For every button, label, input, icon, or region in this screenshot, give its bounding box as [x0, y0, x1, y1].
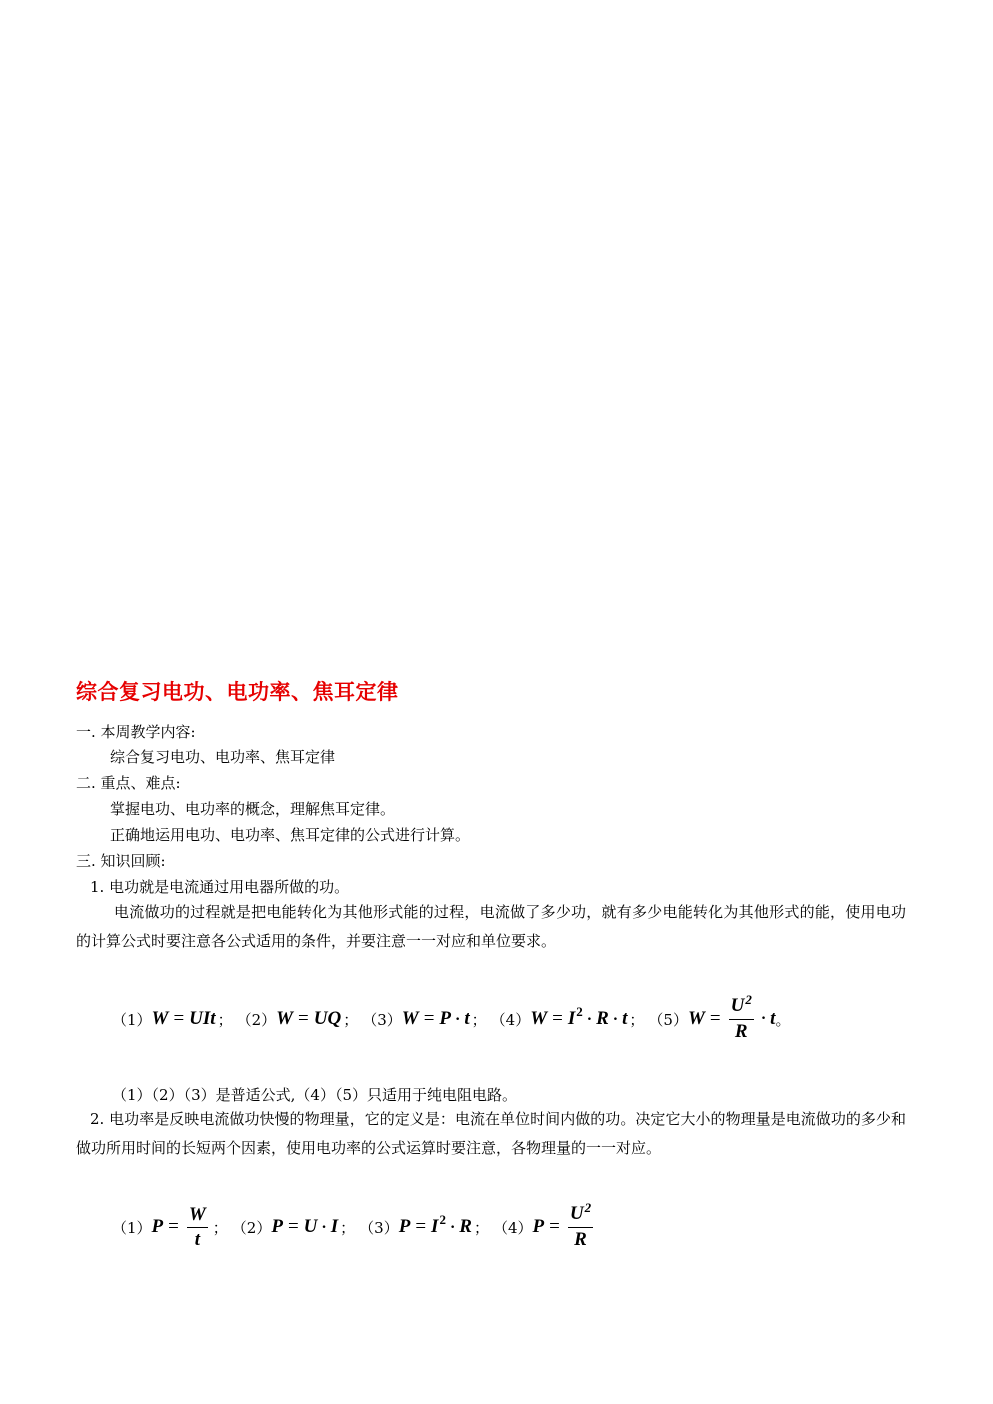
work-formula-2: W = UQ: [276, 1008, 342, 1029]
work-formula-1: W = UIt: [151, 1008, 216, 1029]
section-2-heading: 二. 重点、难点:: [76, 774, 181, 792]
fraction: $\frac{W}{t}$: [188, 1203, 206, 1250]
formula-label: （3）: [359, 1218, 399, 1237]
item-1-title: 1. 电功就是电流通过用电器所做的功。: [90, 878, 350, 896]
formula-separator: ；: [212, 1218, 228, 1237]
fraction: $\frac{U^2}{R}$: [569, 1200, 592, 1250]
item-2-text: 2. 电功率是反映电流做功快慢的物理量，它的定义是：电流在单位时间内做的功。决定它大小的物理量是电流做功的多少和做功所用时间的长短两个因素，使用电功率的公式运算时要注意，各物理量的一一对应。: [76, 1110, 906, 1157]
power-formula-2: P = U · I: [271, 1216, 339, 1237]
power-formula-3: P = I2 · R: [398, 1212, 472, 1237]
power-formula-4: P = $\frac{U^2}{R}$: [532, 1200, 592, 1250]
formula-label: （4）: [493, 1218, 533, 1237]
power-formula-1: P = $\frac{W}{t}$: [151, 1203, 206, 1250]
formula-separator: ；: [629, 1010, 645, 1029]
item-1-paragraph: 电流做功的过程就是把电能转化为其他形式能的过程，电流做了多少功，就有多少电能转化为其他形式的能，使用电功的计算公式时要注意各公式适用的条件，并要注意一一对应和单位要求。: [76, 903, 906, 950]
section-2-line-1: 掌握电功、电功率的概念，理解焦耳定律。: [110, 800, 396, 818]
work-formula-4: W = I2 · R · t: [530, 1004, 628, 1029]
power-formula-row: [112, 1202, 596, 1252]
formula-separator: ；: [217, 1010, 233, 1029]
formula-label: （2）: [231, 1218, 272, 1237]
formula-label: （2）: [236, 1010, 277, 1029]
formula-label: （1）: [112, 1010, 152, 1029]
formula-separator: ；: [340, 1218, 356, 1237]
formula-separator: ；: [471, 1010, 487, 1029]
work-formula-3: W = P · t: [401, 1008, 470, 1029]
formula-end: 。: [775, 1010, 791, 1029]
section-1-body: 综合复习电功、电功率、焦耳定律: [110, 748, 336, 766]
work-formula-note: （1）（2）（3）是普适公式,（4）（5）只适用于纯电阻电路。: [112, 1086, 517, 1104]
work-formula-row: [112, 992, 791, 1042]
document-title: 综合复习电功、电功率、焦耳定律: [76, 679, 399, 704]
formula-label: （5）: [648, 1010, 688, 1029]
fraction: $\frac{U^2}{R}$: [730, 992, 752, 1042]
formula-label: （3）: [362, 1010, 402, 1029]
formula-separator: ；: [343, 1010, 359, 1029]
section-3-heading: 三. 知识回顾:: [76, 852, 166, 870]
section-1-heading: 一. 本周教学内容:: [76, 723, 196, 741]
formula-label: （4）: [490, 1010, 531, 1029]
item-2-paragraph: [76, 1105, 906, 1163]
section-2-line-2: 正确地运用电功、电功率、焦耳定律的公式进行计算。: [110, 826, 471, 844]
work-formula-5: W = $\frac{U^2}{R}$ · t: [687, 992, 776, 1042]
formula-label: （1）: [112, 1218, 152, 1237]
formula-separator: ；: [473, 1218, 489, 1237]
